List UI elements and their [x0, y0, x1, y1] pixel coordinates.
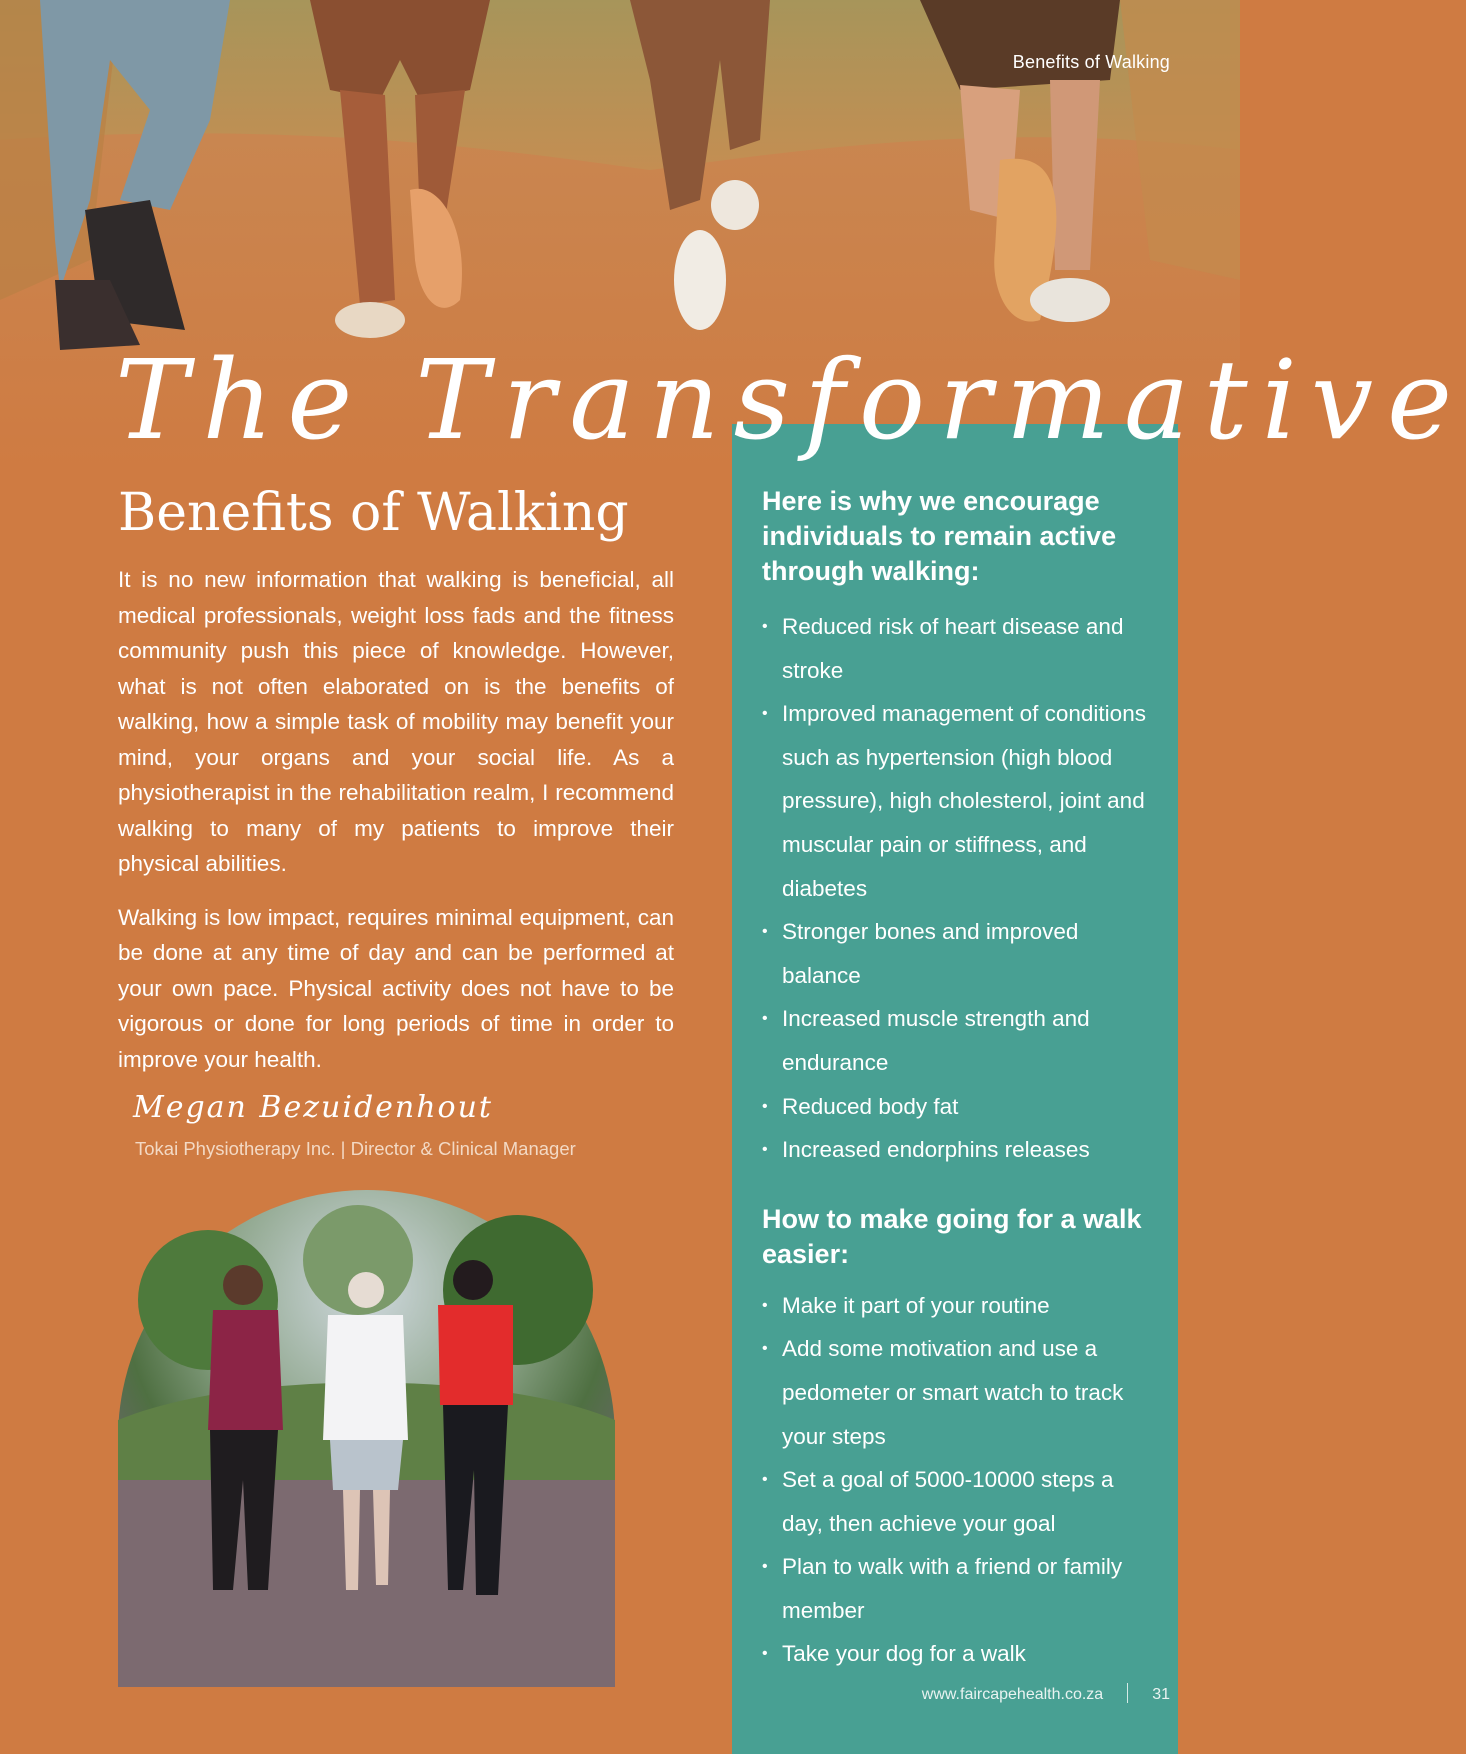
- panel-heading-reasons: Here is why we encourage individuals to remain active through walking:: [762, 486, 1117, 586]
- page-number: 31: [1152, 1686, 1170, 1703]
- article-body: [118, 562, 674, 1095]
- article-paragraph: Walking is low impact, requires minimal equipment, can be done at any time of day and can be performed at your own pace. Physical activity does not have to be vigorous or done for long periods of time in order to improve your health.: [118, 904, 674, 1072]
- tips-list: [762, 1284, 1152, 1676]
- list-item: • Reduced body fat: [762, 1085, 1152, 1129]
- circular-photo: [118, 1190, 615, 1687]
- footer-website: www.faircapehealth.co.za: [921, 1686, 1104, 1703]
- reasons-list: [762, 605, 1152, 1172]
- list-item: • Take your dog for a walk: [762, 1632, 1152, 1676]
- panel-heading-tips: How to make going for a walk easier:: [762, 1203, 1142, 1269]
- list-item: • Improved management of conditions such as hypertension (high blood pressure), high cholesterol, joint and muscular pain or stiffness, and diabetes: [762, 692, 1152, 910]
- author-signature: Megan Bezuidenhout: [133, 1090, 493, 1125]
- list-item: • Add some motivation and use a pedometer or smart watch to track your steps: [762, 1327, 1152, 1458]
- list-item: • Increased endorphins releases: [762, 1128, 1152, 1172]
- page-title-sub: Benefits of Walking: [118, 483, 629, 543]
- author-role: Tokai Physiotherapy Inc. | Director & Clinical Manager: [135, 1138, 576, 1159]
- section-label: Benefits of Walking: [1012, 52, 1170, 72]
- list-item: • Increased muscle strength and endurance: [762, 997, 1152, 1084]
- walking-assist-illustration: [118, 1190, 615, 1687]
- list-item: • Plan to walk with a friend or family member: [762, 1545, 1152, 1632]
- page-footer: [922, 1683, 1170, 1704]
- list-item: • Stronger bones and improved balance: [762, 910, 1152, 997]
- list-item: • Reduced risk of heart disease and stroke: [762, 605, 1152, 692]
- info-panel-content: [762, 484, 1152, 1676]
- page-title-script: The Transformative: [115, 336, 1466, 464]
- list-item: • Make it part of your routine: [762, 1284, 1152, 1328]
- article-paragraph: It is no new information that walking is beneficial, all medical professionals, weight loss fads and the fitness community push this piece of knowledge. However, what is not often elaborated on is the benefits of walking, how a simple task of mobility may benefit your mind, your organs and your social life. As a physiotherapist in the rehabilitation realm, I recommend walking to many of my patients to improve their physical abilities.: [118, 567, 674, 876]
- list-item: • Set a goal of 5000-10000 steps a day, then achieve your goal: [762, 1458, 1152, 1545]
- footer-divider: [1127, 1683, 1128, 1703]
